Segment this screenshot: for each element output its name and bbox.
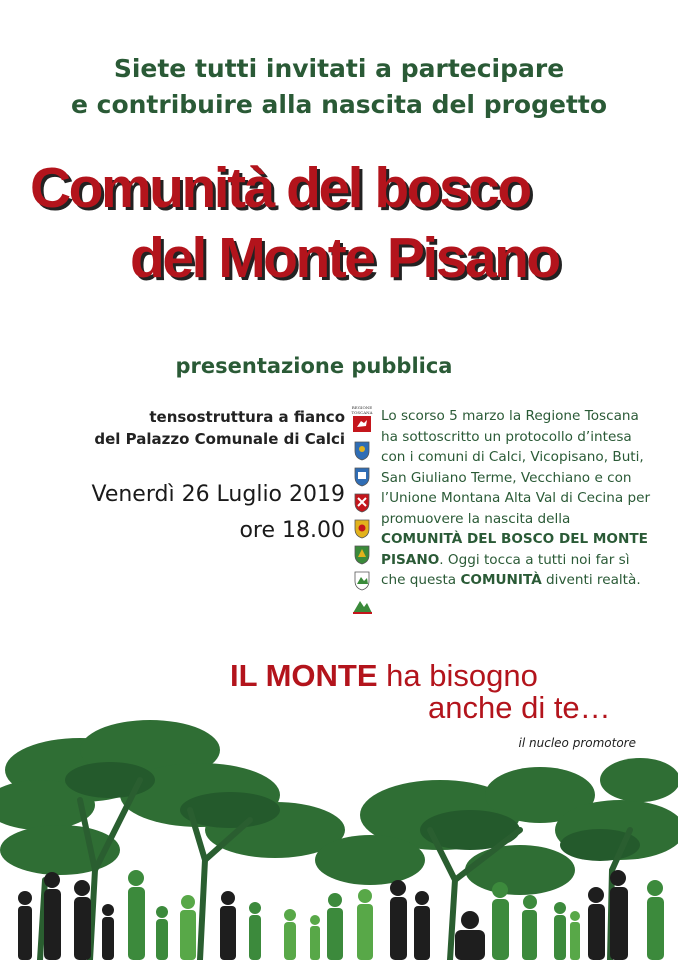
- forest-illustration: [0, 720, 678, 960]
- mountain-logo-icon: [351, 595, 373, 617]
- vicopisano-crest-icon: [351, 465, 373, 487]
- cta-line-2: anche di te…: [428, 690, 611, 725]
- vecchiano-crest-icon: [351, 543, 373, 565]
- logo-column: [349, 405, 375, 621]
- pegasus-icon: [351, 415, 373, 433]
- description-part-1: Lo scorso 5 marzo la Regione Toscana ha sottoscritto un protocollo d’intesa con i comuni di Calci, Vicopisano, Buti, San Giuliano Terme, Vecchiano e con l’Unione Montana Alta Val di Cecina per promuovere la nascita della: [381, 408, 651, 527]
- intro-line-1: Siete tutti invitati a partecipare: [113, 54, 565, 83]
- cta-bold: IL MONTE: [230, 658, 378, 693]
- subheading: presentazione pubblica: [175, 354, 453, 378]
- description-text: [381, 406, 651, 591]
- unione-montana-crest-icon: [351, 569, 373, 591]
- title-line-2: del Monte Pisano: [130, 226, 559, 290]
- people-silhouettes: [18, 870, 664, 960]
- intro-line-2: e contribuire alla nascita del progetto: [70, 90, 608, 119]
- san-giuliano-terme-crest-icon: [351, 517, 373, 539]
- event-date: Venerdì 26 Luglio 2019: [91, 482, 345, 507]
- venue-line-1: tensostruttura a fianco: [149, 408, 345, 426]
- venue-line-2: del Palazzo Comunale di Calci: [94, 430, 345, 448]
- description-bold-1: COMUNITÀ DEL BOSCO DEL MONTE PISANO: [381, 531, 648, 568]
- event-time: ore 18.00: [239, 518, 345, 543]
- cta-rest: ha bisogno: [377, 658, 538, 693]
- regione-toscana-text: REGIONE TOSCANA: [351, 405, 373, 415]
- description-part-2: . Oggi tocca a tutti noi far sì che questa: [381, 551, 630, 588]
- calci-crest-icon: [351, 439, 373, 461]
- cta-line-1: [230, 660, 538, 692]
- description-part-3: diventi realtà.: [541, 572, 641, 588]
- regione-toscana-logo: [351, 405, 373, 435]
- title-line-1: Comunità del bosco: [30, 156, 530, 220]
- description-bold-2: COMUNITÀ: [460, 572, 542, 588]
- buti-crest-icon: [351, 491, 373, 513]
- signature: il nucleo promotore: [518, 736, 636, 750]
- tree-canopies: [0, 720, 678, 895]
